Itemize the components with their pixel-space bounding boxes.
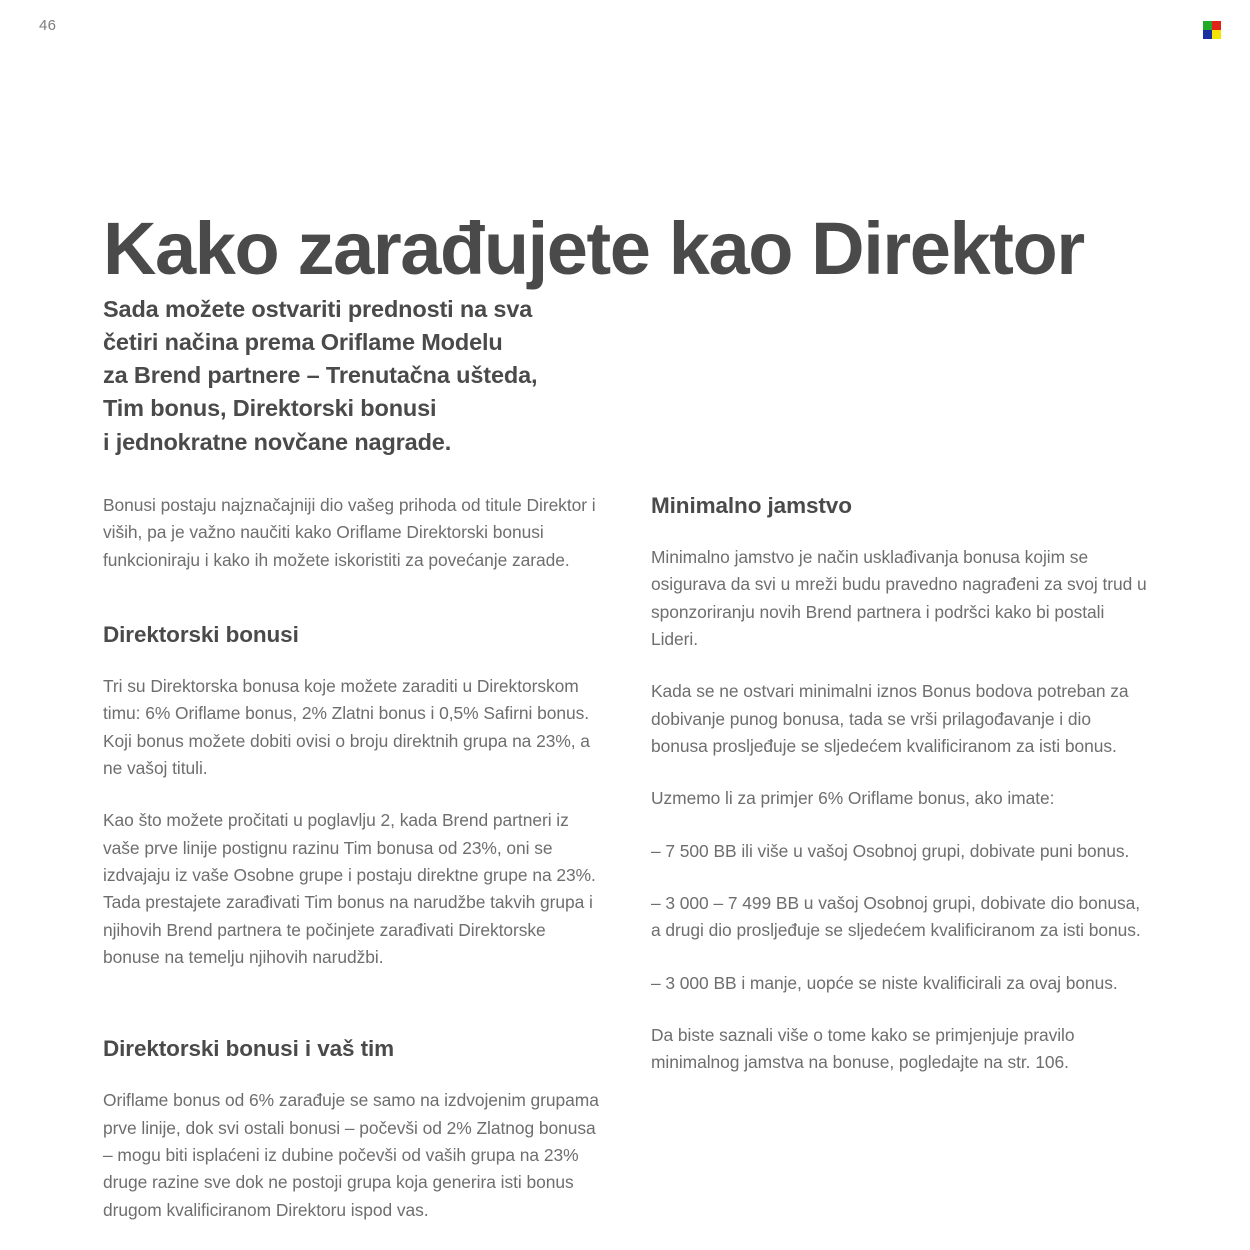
right-paragraph-3: Uzmemo li za primjer 6% Oriflame bonus, ako imate: — [651, 788, 1055, 809]
left-section1-paragraph-1: Tri su Direktorska bonusa koje možete zaraditi u Direktorskom timu: 6% Oriflame bonus, 2% Zlatni bonus i 0,5% Safirni bonus. Koji bonus možete dobiti ovisi o broju direktnih grupa na 23%, a ne vašoj tituli. — [103, 676, 590, 778]
standfirst-line: za Brend partnere – Trenutačna ušteda, — [103, 362, 538, 389]
left-section1-paragraph-2: Kao što možete pročitati u poglavlju 2, kada Brend partneri iz vaše prve linije postignu razinu Tim bonusa od 23%, oni se izdvajaju iz vaše Osobne grupe i postaju direktne grupe na 23%. Tada prestajete zarađivati Tim bonus na narudžbe takvih grupa i njihovih Brend partnera te počinjete zarađivati Direktorske bonuse na temelju njihovih narudžbi. — [103, 810, 596, 967]
right-bullet-3: – 3 000 BB i manje, uopće se niste kvalificirali za ovaj bonus. — [651, 972, 1118, 993]
print-color-registration-mark — [1203, 21, 1221, 39]
heading-minimalno-jamstvo: Minimalno jamstvo — [651, 493, 852, 518]
right-paragraph-4: Da biste saznali više o tome kako se primjenjuje pravilo minimalnog jamstva na bonuse, pogledajte na str. 106. — [651, 1024, 1075, 1073]
color-swatch-green — [1203, 21, 1212, 30]
standfirst-line: i jednokratne novčane nagrade. — [103, 428, 452, 455]
heading-direktorski-bonusi: Direktorski bonusi — [103, 621, 299, 647]
left-column — [103, 492, 603, 1224]
standfirst-line: Sada možete ostvariti prednosti na sva — [103, 296, 533, 322]
right-paragraph-1: Minimalno jamstvo je način usklađivanja bonusa kojim se osigurava da svi u mreži budu pravedno nagrađeni za svoj trud u sponzoriranju novih Brend partnera i podršci kako bi postali Lideri. — [651, 547, 1147, 650]
page-title: Kako zarađujete kao Direktor — [103, 206, 1084, 290]
right-paragraph-2: Kada se ne ostvari minimalni iznos Bonus bodova potreban za dobivanje punog bonusa, tada se vrši prilagođavanje i dio bonusa prosljeđuje se sljedećem kvalificiranom za isti bonus. — [651, 681, 1129, 756]
standfirst-line: Tim bonus, Direktorski bonusi — [103, 395, 437, 422]
standfirst — [103, 293, 623, 459]
right-bullet-2: – 3 000 – 7 499 BB u vašoj Osobnoj grupi, dobivate dio bonusa, a drugi dio prosljeđuje se sljedećem kvalificiranom za isti bonus. — [651, 892, 1141, 941]
color-swatch-yellow — [1212, 30, 1221, 39]
right-column — [651, 492, 1151, 1077]
left-section2-paragraph-1: Oriflame bonus od 6% zarađuje se samo na izdvojenim grupama prve linije, dok svi ostali bonusi – počevši od 2% Zlatnog bonusa – mogu biti isplaćeni iz dubine počevši od vaših grupa na 23% druge razine sve dok ne postoji grupa koja generira isti bonus drugom kvalificiranom Direktoru ispod vas. — [103, 1090, 599, 1220]
color-swatch-red — [1212, 21, 1221, 30]
color-swatch-blue — [1203, 30, 1212, 39]
standfirst-line: četiri načina prema Oriflame Modelu — [103, 329, 503, 356]
right-bullet-1: – 7 500 BB ili više u vašoj Osobnoj grupi, dobivate puni bonus. — [651, 840, 1130, 861]
page-number: 46 — [39, 17, 57, 34]
heading-direktorski-bonusi-i-vas-tim: Direktorski bonusi i vaš tim — [103, 1036, 395, 1062]
left-intro-paragraph: Bonusi postaju najznačajniji dio vašeg prihoda od titule Direktor i viših, pa je važno naučiti kako Oriflame Direktorski bonusi funkcioniraju i kako ih možete iskoristiti za povećanje zarade. — [103, 495, 596, 570]
